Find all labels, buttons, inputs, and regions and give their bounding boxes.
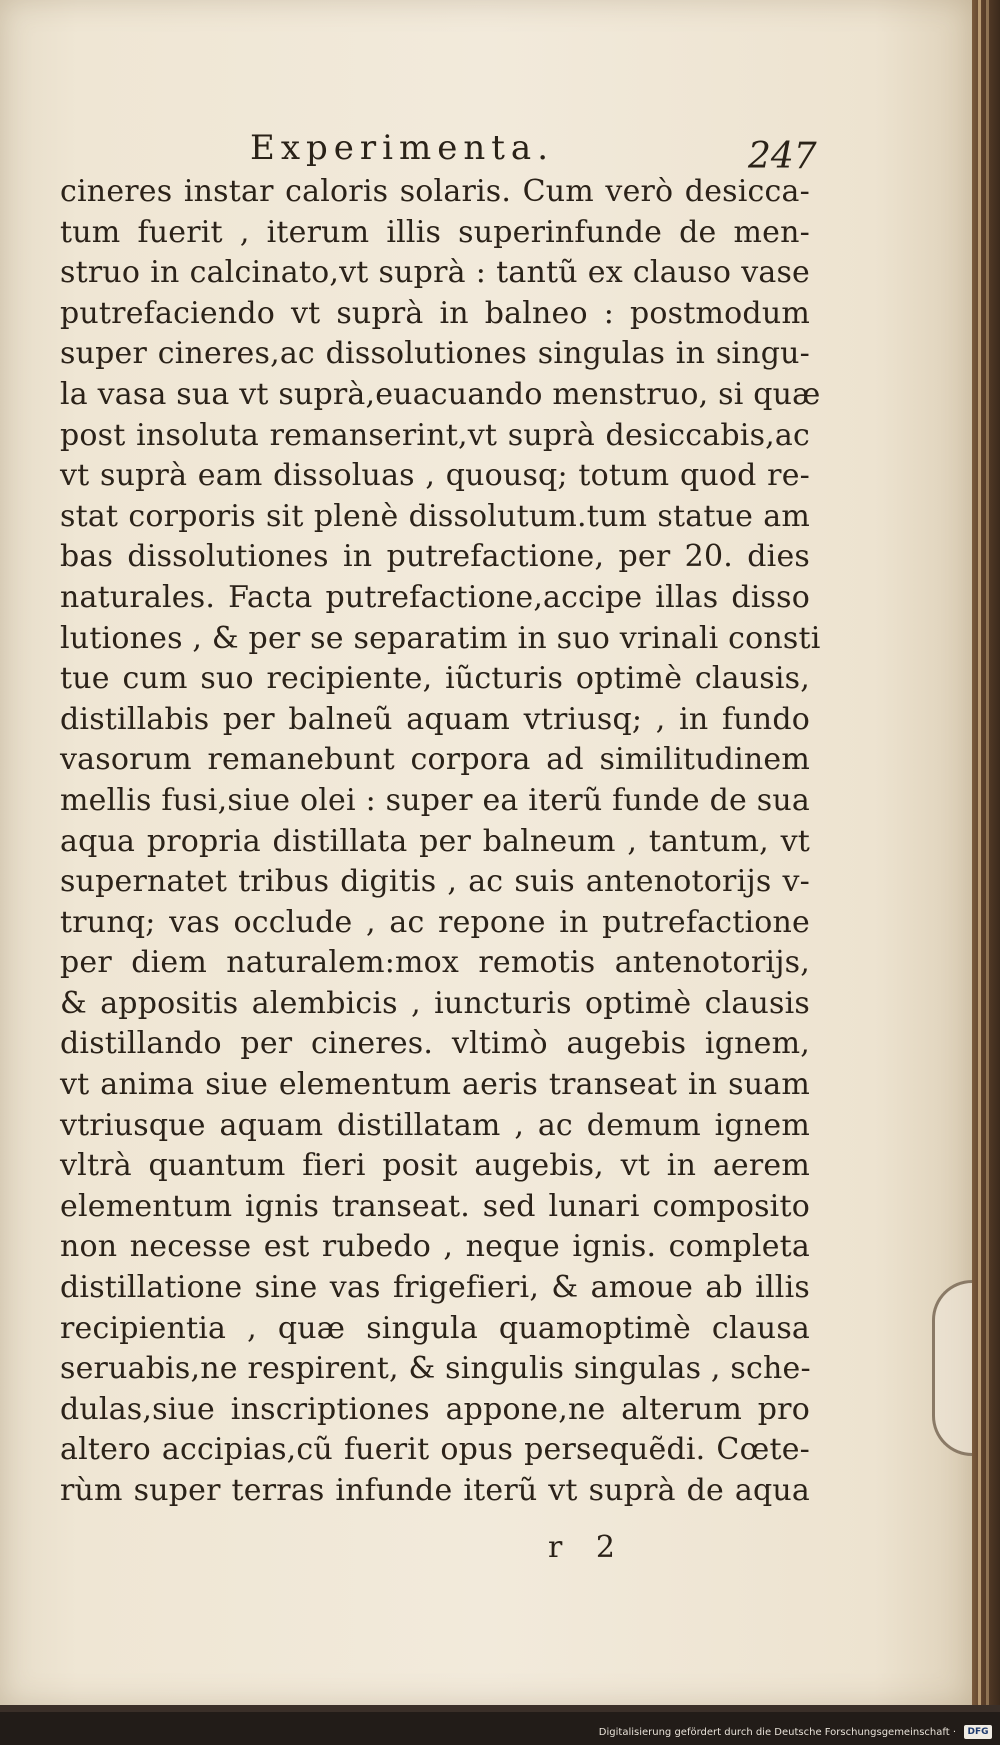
page-number: 247 (748, 136, 817, 177)
dfg-logo: DFG (964, 1725, 992, 1739)
text-line: aqua propria distillata per balneum , tantum, vt (60, 823, 810, 859)
text-line: mellis fusi,siue olei : super ea iterũ funde de sua (60, 782, 810, 818)
text-line: seruabis,ne respirent, & singulis singulas , sche- (60, 1351, 811, 1387)
text-line: vt anima siue elementum aeris transeat in suam (60, 1067, 810, 1103)
text-line: altero accipias,cũ fuerit opus persequẽdi. Cœte- (60, 1432, 810, 1468)
text-line: distillatione sine vas frigefieri, & amoue ab illis (60, 1270, 810, 1306)
text-line: supernatet tribus digitis , ac suis antenotorijs v- (60, 864, 810, 900)
text-line: post insoluta remanserint,vt suprà desiccabis,ac (60, 417, 810, 453)
text-line: distillabis per balneũ aquam vtriusq; , in fundo (60, 701, 810, 737)
text-line: vtriusque aquam distillatam , ac demum ignem (60, 1107, 810, 1143)
text-line: elementum ignis transeat. sed lunari composito (60, 1188, 810, 1224)
running-header: Experimenta. (250, 128, 555, 168)
text-line: vt suprà eam dissoluas , quousq; totum quod re- (60, 458, 810, 494)
text-line: recipientia , quæ singula quamoptimè clausa (60, 1310, 810, 1346)
text-line: cineres instar caloris solaris. Cum verò desicca- (60, 174, 810, 209)
text-line: vasorum remanebunt corpora ad similitudinem (60, 742, 810, 778)
text-line: super cineres,ac dissolutiones singulas in singu- (60, 336, 810, 372)
text-line: distillando per cineres. vltimò augebis ignem, (60, 1026, 810, 1062)
text-line: per diem naturalem:mox remotis antenotorijs, (60, 945, 810, 981)
text-line: putrefaciendo vt suprà in balneo : postmodum (60, 295, 810, 331)
footer-credit: Digitalisierung gefördert durch die Deutsche Forschungsgemeinschaft · (598, 1727, 956, 1738)
book-binding-edge (972, 0, 1000, 1705)
text-line: rùm super terras infunde iterũ vt suprà de aqua (60, 1473, 810, 1508)
text-line: naturales. Facta putrefactione,accipe illas disso (60, 579, 810, 615)
text-line: vltrà quantum fieri posit augebis, vt in aerem (60, 1148, 810, 1184)
text-line: la vasa sua vt suprà,euacuando menstruo, si quæ (60, 376, 821, 412)
text-line: struo in calcinato,vt suprà : tantũ ex clauso vase (60, 255, 810, 291)
body-text (60, 172, 821, 1512)
page-edge-stripe (978, 0, 981, 1705)
text-line: dulas,siue inscriptiones appone,ne alterum pro (60, 1391, 810, 1427)
text-line: bas dissolutiones in putrefactione, per 20. dies (60, 539, 810, 575)
text-line: trunq; vas occlude , ac repone in putrefactione (60, 904, 810, 940)
text-line: stat corporis sit plenè dissolutum.tum statue am (60, 498, 810, 534)
page-edge-stripe (986, 0, 989, 1705)
text-line: & appositis alembicis , iuncturis optimè clausis (60, 985, 810, 1021)
text-line: tue cum suo recipiente, iũcturis optimè clausis, (60, 661, 810, 697)
text-line: lutiones , & per se separatim in suo vrinali consti (60, 620, 821, 656)
text-line: tum fuerit , iterum illis superinfunde de men- (60, 214, 810, 250)
signature-mark: r 2 (548, 1530, 627, 1565)
text-line: non necesse est rubedo , neque ignis. completa (60, 1229, 810, 1265)
